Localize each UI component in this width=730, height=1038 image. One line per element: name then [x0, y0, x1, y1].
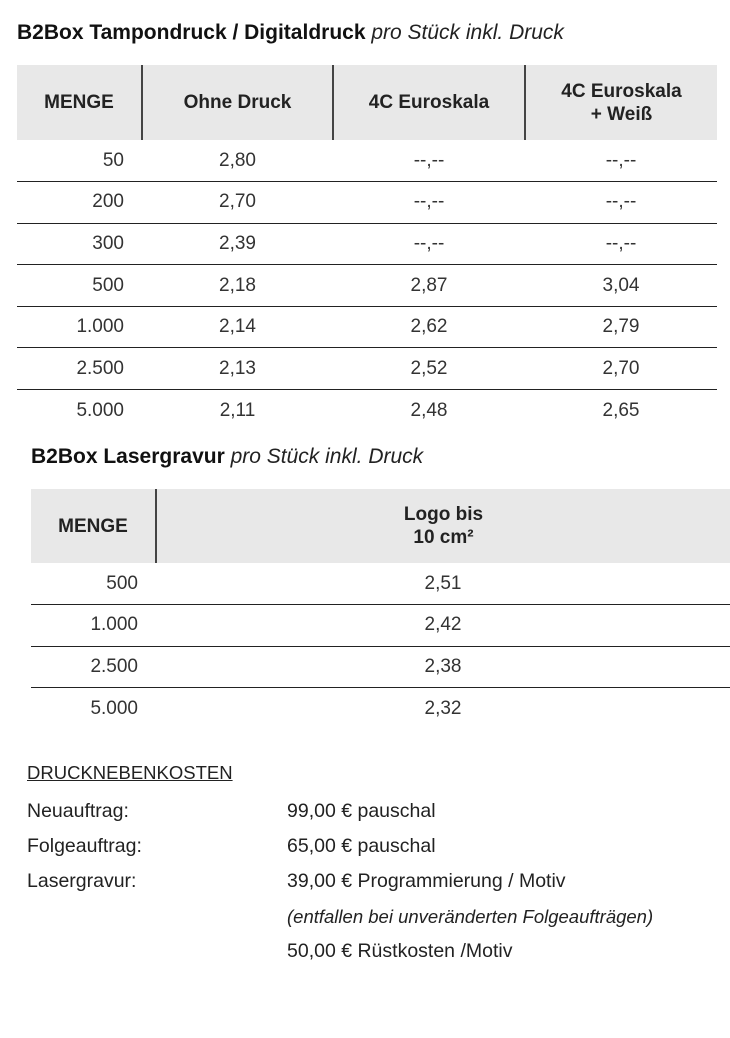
quantity-cell: 300	[17, 223, 142, 265]
quantity-cell: 50	[17, 140, 142, 182]
price-cell: 2,38	[156, 646, 730, 688]
quantity-cell: 2.500	[31, 646, 156, 688]
price-cell: 2,70	[142, 182, 333, 224]
header-4c-weiss: 4C Euroskala + Weiß	[525, 65, 717, 140]
price-cell: --,--	[525, 223, 717, 265]
fee-value: 50,00 € Rüstkosten /Motiv	[287, 940, 513, 962]
quantity-cell: 2.500	[17, 348, 142, 390]
fee-row	[27, 934, 653, 969]
price-cell: 2,11	[219, 399, 256, 421]
price-cell: 2,87	[333, 265, 525, 307]
price-cell: 3,04	[525, 265, 717, 307]
fee-value: 39,00 € Programmierung / Motiv	[287, 870, 566, 892]
title-bold: B2Box Tampondruck / Digitaldruck	[17, 21, 366, 44]
price-cell: 2,39	[142, 223, 333, 265]
table-row	[31, 605, 730, 647]
fee-label: Neuauftrag:	[27, 800, 129, 822]
header-logo: Logo bis 10 cm²	[156, 489, 730, 563]
fee-row	[27, 864, 653, 899]
fee-value: (entfallen bei unveränderten Folgeaufträgen)	[287, 905, 654, 927]
fee-label: Lasergravur:	[27, 870, 137, 892]
header-menge: MENGE	[31, 489, 156, 563]
table-row	[17, 306, 717, 348]
quantity-cell: 500	[31, 563, 156, 605]
fee-row	[27, 829, 653, 864]
quantity-cell: 1.000	[31, 605, 156, 647]
price-cell: 2,42	[156, 605, 730, 647]
price-cell: 2,51	[156, 563, 730, 605]
header-4c: 4C Euroskala	[333, 65, 525, 140]
table-row	[17, 140, 717, 182]
price-cell: 2,48	[410, 399, 448, 421]
title-bold: B2Box Lasergravur	[31, 445, 225, 468]
header-ohne-druck: Ohne Druck	[142, 65, 333, 140]
quantity-cell: 1.000	[17, 306, 142, 348]
table-row	[17, 223, 717, 265]
fee-value: 65,00 € pauschal	[287, 835, 436, 857]
table-row	[17, 390, 717, 432]
price-cell: --,--	[333, 223, 525, 265]
price-cell: 2,79	[525, 306, 717, 348]
price-cell: 2,13	[142, 348, 333, 390]
price-table-lasergravur	[31, 489, 730, 729]
price-cell: --,--	[333, 140, 525, 182]
price-cell: 2,65	[602, 399, 640, 421]
print-fees	[27, 762, 653, 969]
price-cell: --,--	[333, 182, 525, 224]
table-row	[31, 563, 730, 605]
fee-label: Folgeauftrag:	[27, 835, 142, 857]
price-cell: 2,18	[142, 265, 333, 307]
price-cell: 2,62	[333, 306, 525, 348]
price-cell: --,--	[525, 140, 717, 182]
price-table-tampondruck	[17, 65, 717, 431]
fee-value: 99,00 € pauschal	[287, 800, 436, 822]
price-cell: 2,80	[142, 140, 333, 182]
quantity-cell: 200	[17, 182, 142, 224]
table-row	[31, 688, 730, 730]
table-row	[17, 348, 717, 390]
table-row	[17, 265, 717, 307]
fees-heading: DRUCKNEBENKOSTEN	[27, 762, 233, 783]
price-cell: 2,52	[333, 348, 525, 390]
price-cell: 2,70	[525, 348, 717, 390]
title-italic: pro Stück inkl. Druck	[371, 21, 564, 44]
price-cell: 2,14	[142, 306, 333, 348]
table-row	[31, 646, 730, 688]
price-cell: --,--	[525, 182, 717, 224]
quantity-cell: 5.000	[90, 697, 138, 719]
table-row	[17, 182, 717, 224]
quantity-cell: 500	[17, 265, 142, 307]
table1-title	[17, 21, 564, 45]
fee-row	[27, 794, 653, 829]
table2-title	[31, 445, 423, 469]
title-italic: pro Stück inkl. Druck	[230, 445, 424, 468]
fee-row	[27, 899, 653, 934]
price-cell: 2,32	[424, 697, 462, 719]
quantity-cell: 5.000	[76, 399, 124, 421]
header-menge: MENGE	[17, 65, 142, 140]
